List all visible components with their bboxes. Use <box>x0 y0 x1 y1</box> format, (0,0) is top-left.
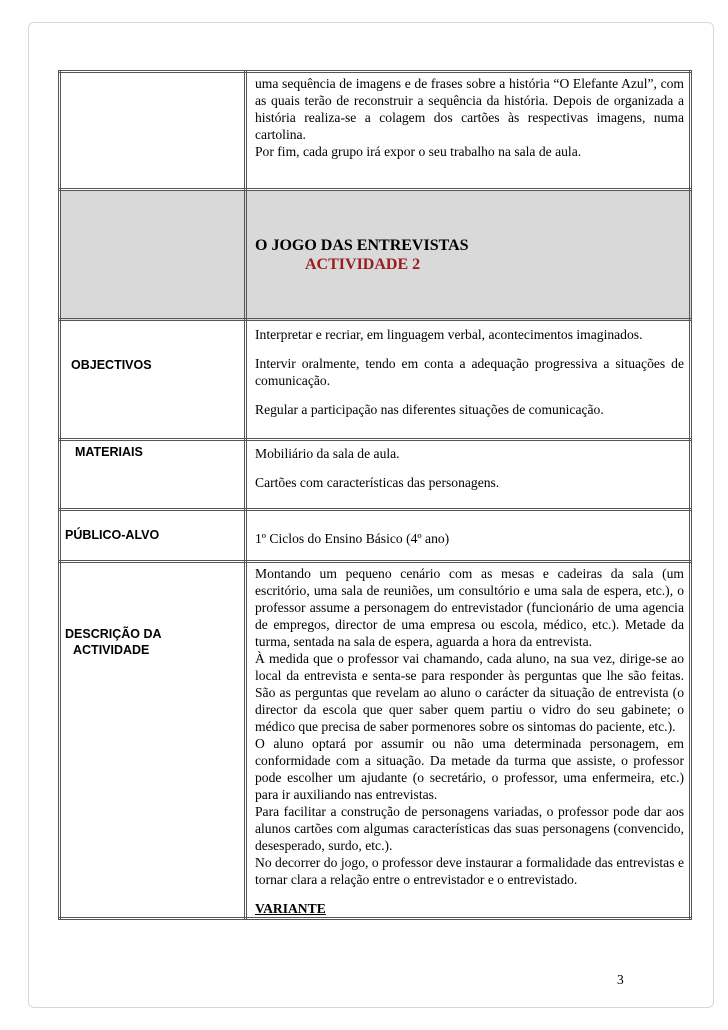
publico-row <box>60 510 691 562</box>
descricao-paragraph: O aluno optará por assumir ou não uma determinada personagem, em conformidade com a situação. Da metade da turma que assiste, o professor pode escolher um ajudante (o secretário, o professor, uma enfermeira, etc.) para ir auxiliando nas entrevistas. <box>255 736 684 802</box>
objectivo-item: Intervir oralmente, tendo em conta a adequação progressiva a situações de comunicação. <box>255 356 684 388</box>
publico-label: PÚBLICO-ALVO <box>65 528 160 542</box>
section-header-left <box>60 190 246 320</box>
objectivos-label: OBJECTIVOS <box>71 358 152 372</box>
publico-label-cell <box>60 510 246 562</box>
activity-table <box>58 70 692 920</box>
descricao-label-line: ACTIVIDADE <box>73 643 150 657</box>
materiais-label: MATERIAIS <box>75 445 143 459</box>
section-header-row <box>60 190 691 320</box>
descricao-row <box>60 562 691 919</box>
objectivos-cell <box>246 320 691 440</box>
descricao-paragraph: Para facilitar a construção de personagens variadas, o professor pode dar aos alunos cartões com algumas características das suas personagens (convencido, desesperado, surdo, etc.). <box>255 804 684 853</box>
materiais-label-cell <box>60 440 246 510</box>
materiais-cell <box>246 440 691 510</box>
descricao-cell <box>246 562 691 919</box>
section-subtitle: ACTIVIDADE 2 <box>305 256 421 273</box>
objectivo-item: Interpretar e recriar, em linguagem verbal, acontecimentos imaginados. <box>255 327 643 342</box>
material-item: Mobiliário da sala de aula. <box>255 446 400 461</box>
materiais-row <box>60 440 691 510</box>
objectivos-row <box>60 320 691 440</box>
descricao-label-cell <box>60 562 246 919</box>
descricao-paragraph: No decorrer do jogo, o professor deve instaurar a formalidade das entrevistas e tornar clara a relação entre o entrevistador e o entrevistado. <box>255 855 684 887</box>
objectivo-item: Regular a participação nas diferentes situações de comunicação. <box>255 402 604 417</box>
section-header-cell <box>246 190 691 320</box>
descricao-label-line: DESCRIÇÃO DA <box>65 627 162 641</box>
material-item: Cartões com características das personagens. <box>255 475 500 490</box>
intro-paragraph: uma sequência de imagens e de frases sobre a história “O Elefante Azul”, com as quais terão de reconstruir a sequência da história. Depois de organizada a história realiza-se a colagem dos cartões às respectivas imagens, numa cartolina. <box>255 76 684 142</box>
intro-text-cell <box>246 72 691 190</box>
objectivos-label-cell <box>60 320 246 440</box>
variante-heading: VARIANTE <box>255 901 326 916</box>
publico-value: 1º Ciclos do Ensino Básico (4º ano) <box>255 531 450 546</box>
intro-left-cell <box>60 72 246 190</box>
section-title: O JOGO DAS ENTREVISTAS <box>255 237 469 254</box>
page-number: 3 <box>617 972 624 987</box>
intro-paragraph: Por fim, cada grupo irá expor o seu trabalho na sala de aula. <box>255 144 582 159</box>
descricao-paragraph: Montando um pequeno cenário com as mesas e cadeiras da sala (um escritório, uma sala de reuniões, um consultório e uma sala de espera, etc.), o professor assume a personagem do entrevistador (funcionário de uma agencia de empregos, director de uma empresa ou escola, médico, etc.). Metade da turma, sentada na sala de espera, aguarda a hora da entrevista. <box>255 566 684 649</box>
publico-cell <box>246 510 691 562</box>
intro-row <box>60 72 691 190</box>
descricao-paragraph: À medida que o professor vai chamando, cada aluno, na sua vez, dirige-se ao local da entrevista e senta-se para responder às perguntas que lhe são feitas. São as perguntas que revelam ao aluno o carácter da situação de entrevista (o director da escola que quer saber quem partiu o vidro do seu gabinete; o médico que precisa de saber pormenores sobre os sintomas do paciente, etc.). <box>255 651 684 734</box>
